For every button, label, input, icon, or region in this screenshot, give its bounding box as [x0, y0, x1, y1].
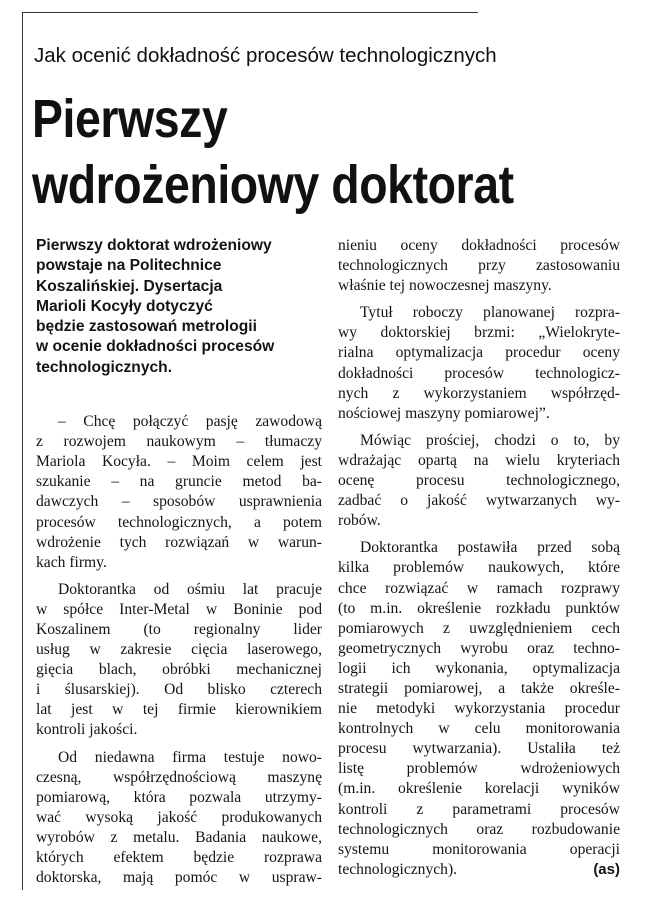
- text-line: listę problemów wdrożeniowych: [338, 760, 620, 778]
- text-line: wyrobów z metalu. Badania naukowe,: [36, 828, 322, 846]
- text-line: ocenę procesu technologicznego,: [338, 472, 620, 490]
- left-rule: [22, 12, 23, 890]
- text-line: geometrycznych wyrobu oraz techno-: [338, 639, 620, 657]
- text-line: kontrolnych w celu monitorowania: [338, 720, 620, 738]
- text-line: czesną, współrzędnościową maszynę: [36, 768, 322, 786]
- text-line: wdrażając opartą na wielu kryteriach: [338, 451, 620, 469]
- text-line: Koszalinem (to regionalny lider: [36, 621, 322, 639]
- headline-line-2: wdrożeniowy doktorat: [32, 155, 514, 215]
- body-paragraph: [338, 236, 620, 296]
- text-line: procesu wytwarzania). Ustaliła też: [338, 740, 620, 758]
- text-line: dokładności procesów technologicz-: [338, 364, 620, 382]
- text-line: właśnie tej nowoczesnej maszyny.: [338, 277, 552, 295]
- text-line: robów.: [338, 512, 381, 530]
- text-line: strategii pomiarowej, a także określe-: [338, 679, 620, 697]
- text-line: technologicznych oraz rozbudowanie: [338, 820, 620, 838]
- left-column: [36, 236, 322, 895]
- lead-line: będzie zastosowań metrologii: [36, 318, 257, 336]
- text-line: nie metodyki wykorzystania procedur: [338, 700, 620, 718]
- lead-line: Koszalińskiej. Dysertacja: [36, 277, 223, 295]
- text-line: systemu monitorowania operacji: [338, 840, 620, 858]
- text-line: chce rozwiązać w ramach rozprawy: [338, 579, 620, 597]
- text-line: wy doktorskiej brzmi: „Wielokryte-: [338, 324, 620, 342]
- text-line: (m.in. określenie korelacji wyników: [338, 780, 620, 798]
- text-line: Mariola Kocyła. – Moim celem jest: [36, 453, 322, 471]
- text-line: w spółce Inter-Metal w Boninie pod: [36, 600, 322, 618]
- text-line: lat jest w tej firmie kierownikiem: [36, 701, 322, 719]
- body-paragraph: [36, 412, 322, 573]
- text-line: – Chcę połączyć pasję zawodową: [58, 413, 322, 431]
- text-line: kontroli jakości.: [36, 721, 138, 739]
- lead-line: Marioli Kocyły dotyczyć: [36, 297, 213, 315]
- text-line: doktorska, mają pomóc w uspraw-: [36, 869, 322, 887]
- top-rule: [22, 12, 478, 13]
- article-headline: [32, 86, 548, 218]
- lead-line: w ocenie dokładności procesów: [36, 338, 275, 356]
- text-line: technologicznych).: [338, 860, 458, 878]
- text-line: nościowej maszyny pomiarowej”.: [338, 404, 550, 422]
- text-line: pomiarową, która pozwala utrzymy-: [36, 788, 322, 806]
- right-column: [338, 236, 620, 887]
- text-line: Doktorantka postawiła przed sobą: [360, 539, 620, 557]
- text-line: dawczych – sposobów usprawnienia: [36, 493, 322, 511]
- text-line: Mówiąc prościej, chodzi o to, by: [360, 431, 620, 449]
- text-line: kontroli z parametrami procesów: [338, 800, 620, 818]
- text-line: gięcia blach, obróbki mechanicznej: [36, 661, 322, 679]
- text-line: Doktorantka od ośmiu lat pracuje: [58, 580, 322, 598]
- text-line: wdrożenie tych rozwiązań w warun-: [36, 533, 322, 551]
- text-line: (to m.in. określenie rozkładu punktów: [338, 599, 620, 617]
- text-line: i ślusarskiej). Od blisko czterech: [36, 681, 322, 699]
- text-line: kach firmy.: [36, 553, 107, 571]
- text-line: usług w zakresie cięcia laserowego,: [36, 641, 322, 659]
- text-line: technologicznych przy zastosowaniu: [338, 257, 620, 275]
- body-paragraph: [338, 431, 620, 531]
- text-line: wać wysoką jakość produkowanych: [36, 808, 322, 826]
- lead-line: Pierwszy doktorat wdrożeniowy: [36, 237, 272, 254]
- text-line: kilka problemów naukowych, które: [338, 559, 620, 577]
- text-line: nieniu oceny dokładności procesów: [338, 237, 620, 254]
- final-line: [338, 860, 620, 880]
- text-line: których efektem będzie rozprawa: [36, 849, 322, 867]
- text-line: szukanie – na gruncie metod ba-: [36, 473, 322, 491]
- headline-line-1: Pierwszy: [32, 89, 228, 149]
- body-paragraph: [338, 303, 620, 424]
- text-line: Tytuł roboczy planowanej rozpra-: [360, 304, 620, 322]
- body-paragraph: [36, 748, 322, 889]
- body-paragraph: [36, 580, 322, 741]
- text-line: Od niedawna firma testuje nowo-: [58, 748, 322, 766]
- article-lead: [36, 236, 322, 378]
- lead-line: technologicznych.: [36, 358, 173, 376]
- text-line: logii ich wykonania, optymalizacja: [338, 659, 620, 677]
- text-line: nych z wykorzystaniem współrzęd-: [338, 384, 620, 402]
- article-kicker: Jak ocenić dokładność procesów technologicznych: [34, 44, 497, 67]
- author-signature: (as): [593, 860, 620, 878]
- body-paragraph: [338, 538, 620, 880]
- text-line: pomiarowych z uwzględnieniem cech: [338, 619, 620, 637]
- text-line: procesów technologicznych, a potem: [36, 513, 322, 531]
- text-line: z rozwojem naukowym – tłumaczy: [36, 433, 322, 451]
- text-line: rialna optymalizacja procedur oceny: [338, 344, 620, 362]
- lead-line: powstaje na Politechnice: [36, 257, 222, 275]
- text-line: zadbać o jakość wytwarzanych wy-: [338, 492, 620, 510]
